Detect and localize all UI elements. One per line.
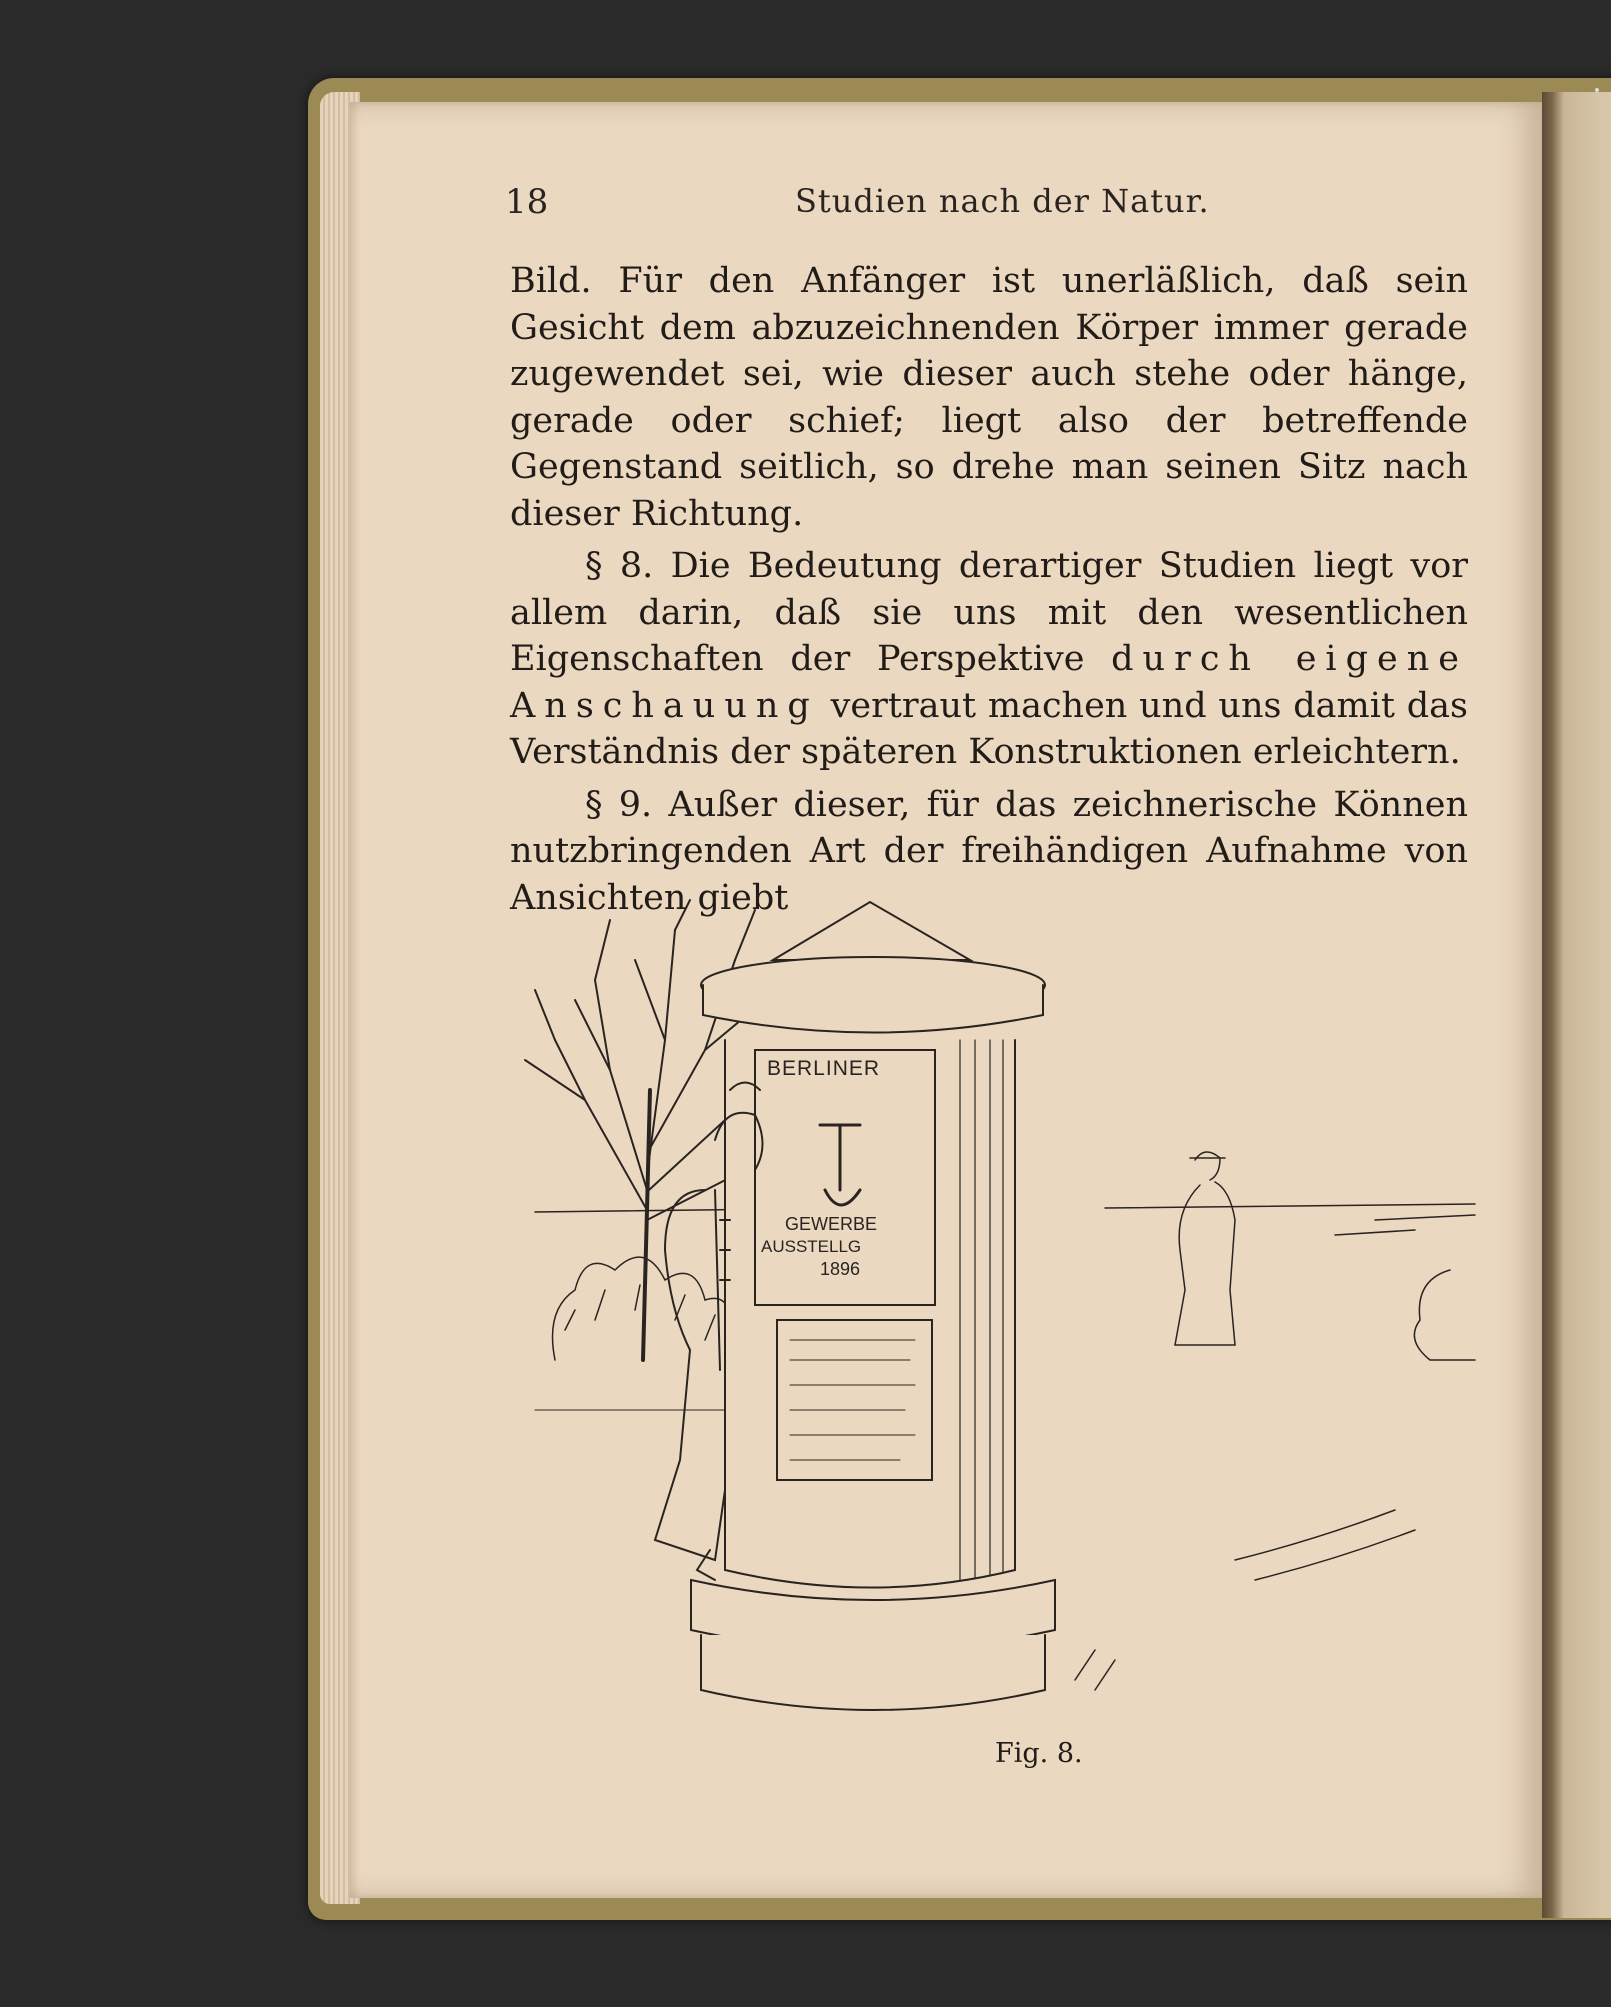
poster-line2: GEWERBE (785, 1214, 878, 1234)
next-page-gutter (1542, 92, 1611, 1918)
page-header (505, 182, 1465, 232)
dust-speck (1595, 88, 1599, 92)
running-title: Studien nach der Natur. (795, 182, 1210, 220)
figure-caption: Fig. 8. (995, 1738, 1083, 1769)
spaced-emphasis: durch eigene Anschauung (510, 639, 1468, 726)
poster-line3: AUSSTELLG (761, 1237, 862, 1256)
poster-line1: BERLINER (767, 1057, 881, 1080)
paragraph-section-8-tail: vertraut machen und uns damit das Verständnis der späteren Konstruktionen erleichtern. (510, 685, 1468, 772)
paragraph-section-8-lead: § 8. Die Bedeutung derartiger Studien liegt vor allem darin, daß sie uns mit den wesentlichen Eigenschaften der Perspektive (510, 546, 1468, 679)
right-foliage (1075, 1215, 1475, 1690)
paragraph-continued: Bild. Für den Anfänger ist unerläßlich, daß sein Gesicht dem abzuzeichnenden Körper immer gerade zugewendet sei, wie dieser auch stehe oder hänge, gerade oder schief; liegt also der betreffende Gegenstand seitlich, so drehe man seinen Sitz nach dieser Richtung. (510, 261, 1468, 534)
distant-woman (1175, 1152, 1235, 1345)
paragraph-section-8 (510, 543, 1468, 776)
figure-advertising-column (515, 890, 1490, 1730)
page-number: 18 (505, 182, 549, 222)
horizon-line-right (1105, 1204, 1475, 1208)
body-text (510, 258, 1468, 921)
illustration-svg (515, 890, 1490, 1730)
poster-year: 1896 (820, 1259, 861, 1279)
advertising-column (691, 902, 1055, 1710)
paragraph-section-9: § 9. Außer dieser, für das zeichnerische Können nutzbringenden Art der freihändigen Aufnahme von Ansichten giebt (510, 784, 1468, 918)
